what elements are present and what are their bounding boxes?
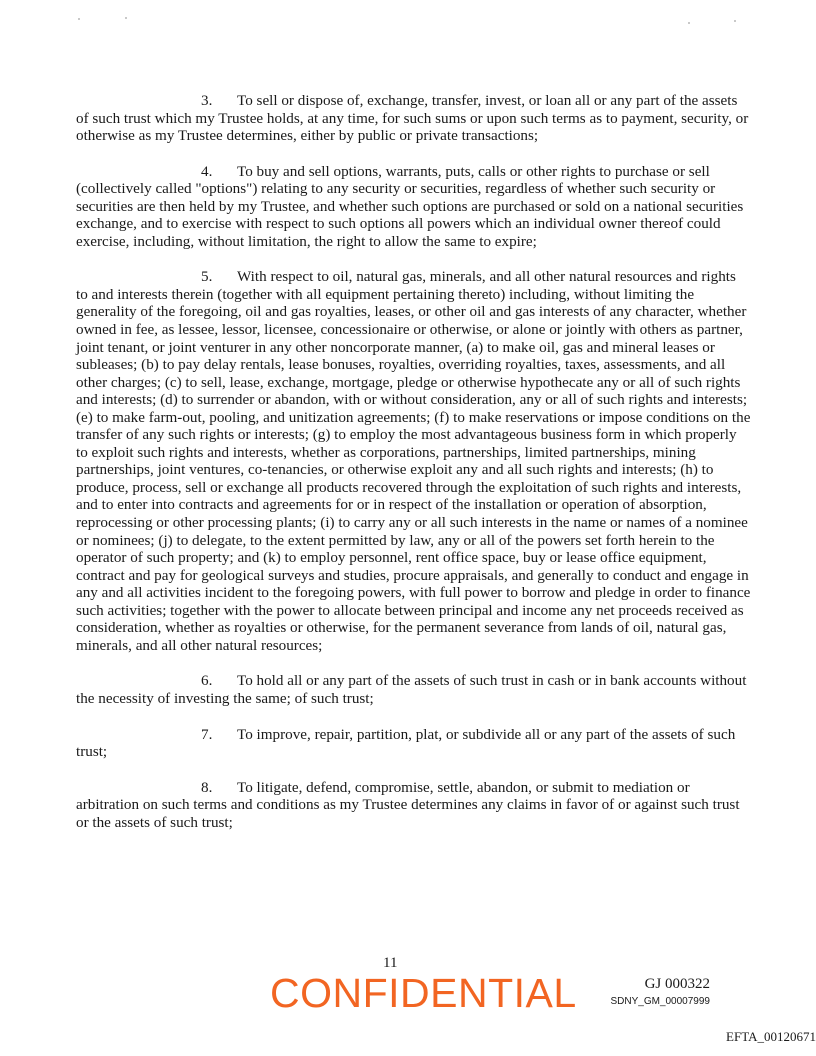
paragraph-number: 7. [201,725,213,743]
efta-identifier: EFTA_00120671 [726,1029,816,1044]
paragraph-number: 4. [201,162,213,180]
paragraph-number: 8. [201,778,213,796]
scan-speck [125,17,127,19]
scan-speck [734,20,736,22]
paragraph-7 [76,726,751,761]
confidential-stamp: CONFIDENTIAL [270,970,577,1016]
paragraph-3 [76,92,751,145]
paragraph-text: To sell or dispose of, exchange, transfer, invest, or loan all or any part of the assets of such trust which my Trustee holds, at any time, for such sums or upon such terms as to payment, security, or otherwise as my Trustee determines, either by public or private transactions; [76,92,749,145]
paragraph-text: To improve, repair, partition, plat, or subdivide all or any part of the assets of such trust; [76,725,736,761]
paragraph-5 [76,268,751,654]
paragraph-number: 5. [201,268,213,286]
page-number: 11 [383,955,398,971]
paragraph-number: 6. [201,672,213,690]
scan-speck [688,22,690,24]
bates-number-secondary: SDNY_GM_00007999 [610,996,710,1007]
paragraph-8 [76,779,751,832]
paragraph-text: To litigate, defend, compromise, settle, abandon, or submit to mediation or arbitration on such terms and conditions as my Trustee determines any claims in favor of or against such trust or the assets of such trust; [76,778,740,831]
scan-speck [78,18,80,20]
paragraph-4 [76,163,751,251]
document-body [76,92,751,849]
bates-number-primary: GJ 000322 [644,976,710,992]
paragraph-text: To hold all or any part of the assets of such trust in cash or in bank accounts without the necessity of investing the same; of such trust; [76,672,747,707]
paragraph-text: To buy and sell options, warrants, puts, calls or other rights to purchase or sell (collectively called "options") relating to any security or securities, regardless of whether such security or securities are then held by my Trustee, and whether such options are purchased or sold on a national securities exchange, and to exercise with respect to such options all powers which an individual owner thereof could exercise, including, without limitation, the right to allow the same to expire; [76,162,744,250]
paragraph-6 [76,672,751,707]
paragraph-number: 3. [201,92,213,109]
paragraph-text: With respect to oil, natural gas, minerals, and all other natural resources and rights to and interests therein (together with all equipment pertaining thereto) including, without limiting the generality of the foregoing, oil and gas royalties, leases, or other oil and gas interests of any character, whether owned in fee, as lessee, lessor, licensee, concessionaire or otherwise, or alone or jointly with others as partner, joint tenant, or joint venturer in any other noncorporate manner, (a) to make oil, gas and mineral leases or subleases; (b) to pay delay rentals, lease bonuses, royalties, overriding royalties, taxes, assessments, and all other charges; (c) to sell, lease, exchange, mortgage, pledge or otherwise hypothecate any or all of such rights and interests; (d) to surrender or abandon, with or without consideration, any or all of such rights and interests; (e) to make farm-out, pooling, and unitization agreements; (f) to make reservations or impose conditions on the transfer of any such rights or interests; (g) to employ the most advantageous business form in which properly to exploit such rights and interests, whether as corporations, partnerships, limited partnerships, mining partnerships, joint ventures, co-tenancies, or otherwise exploit any and all such rights and interests; (h) to produce, process, sell or exchange all products recovered through the exploitation of such rights and interests, and to enter into contracts and agreements for or in respect of the installation or operation of absorption, reprocessing or other processing plants; (i) to carry any or all such interests in the name or names of a nominee or nominees; (j) to delegate, to the extent permitted by law, any or all of the powers set forth herein to the operator of such property; and (k) to employ personnel, rent office space, buy or lease office equipment, contract and pay for geological surveys and studies, procure appraisals, and generally to conduct and engage in any and all activities incident to the foregoing powers, with full power to borrow and pledge in order to finance such activities; together with the power to allocate between principal and income any net proceeds received as consideration, whether as royalties or otherwise, for the permanent severance from lands of oil, natural gas, minerals, and all other natural resources; [76,268,751,654]
